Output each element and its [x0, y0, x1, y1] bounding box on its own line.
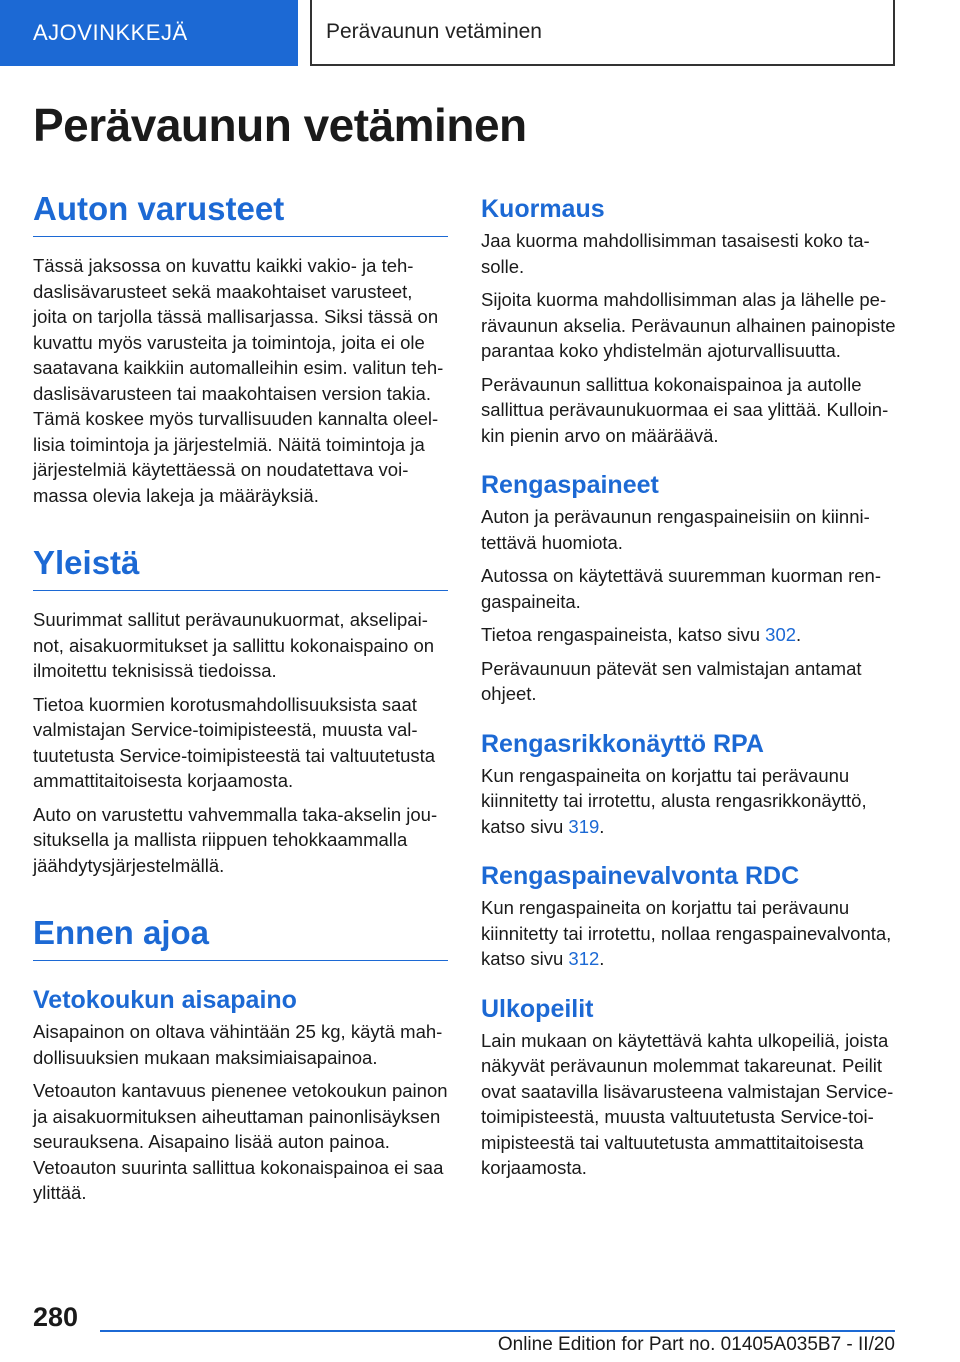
- header-section-tab: AJOVINKKEJÄ: [0, 0, 298, 66]
- section-heading-equipment: Auton varusteet: [33, 190, 448, 237]
- subheading-mirrors: Ulkopeilit: [481, 994, 594, 1023]
- loading-paragraph-1: Jaa kuorma mahdollisimman tasaisesti koko tasolle.: [481, 230, 870, 277]
- subheading-rdc: Rengaspainevalvonta RDC: [481, 862, 800, 890]
- mirrors-paragraph: Lain mukaan on käytettävä kahta ulkopeiliä, joista näkyvät perävaunun molemmat takareunat. Peilit ovat saatavilla lisävarusteena valmistajan Service-toimipisteestä, muusta valtuutetusta Service-toimipisteestä tai valtuutetusta ammattitaitoisesta korjaamosta.: [481, 1029, 894, 1178]
- general-paragraph-1: Suurimmat sallitut perävaunukuormat, akselipainot, aisakuormitukset ja sallittu kokonaispaino on ilmoitettu teknisissä tiedoissa.: [33, 609, 435, 681]
- right-column: [481, 190, 896, 1181]
- subheading-tire-pressure: Rengaspaineet: [481, 471, 659, 499]
- tire-paragraph-3: Tietoa rengaspaineista, katso sivu 302.: [481, 624, 802, 645]
- tire-paragraph-4: Perävaunuun pätevät sen valmistajan antamat ohjeet.: [481, 657, 862, 704]
- subheading-rpa: Rengasrikkonäyttö RPA: [481, 729, 764, 758]
- subheading-hitch-load: Vetokoukun aisapaino: [33, 986, 297, 1014]
- footer-rule: [100, 1330, 895, 1332]
- loading-paragraph-2: Sijoita kuorma mahdollisimman alas ja lähelle perävaunun akselia. Perävaunun alhainen painopiste parantaa koko yhdistelmän ajoturvallisuutta.: [481, 289, 896, 361]
- hitch-paragraph-2: Vetoauton kantavuus pienenee vetokoukun painon ja aisakuormituksen aiheuttaman painonlisäyksen seurauksena. Aisapaino lisää auton painoa. Vetoauton suurinta sallittua kokonaispainoa ei saa ylittää.: [33, 1080, 448, 1203]
- section-heading-general: Yleistä: [33, 544, 448, 591]
- equipment-paragraph: Tässä jaksossa on kuvattu kaikki vakio- ja tehdaslisävarusteet sekä maakohtaiset varusteet, joita on tarjolla tässä mallisarjassa. Siksi tässä on kuvattu myös varusteita ja toimintoja, joita ei ole saatavana kaikkiin automalleihin esim. valitun tehdaslisävarusteen tai maakohtaisen version takia. Tämä koskee myös turvallisuuden kannalta oleellisia toimintoja ja järjestelmiä. Näitä toimintoja ja järjestelmiä käytettäessä on noudatettava voimassa olevia lakeja ja määräyksiä.: [33, 255, 444, 506]
- page-link-312[interactable]: 312: [568, 948, 600, 969]
- page-title: Perävaunun vetäminen: [33, 99, 527, 151]
- hitch-paragraph-1: Aisapainon on oltava vähintään 25 kg, käytä mahdollisuuksien mukaan maksimiaisapainoa.: [33, 1021, 443, 1068]
- page-number: 280: [33, 1302, 79, 1332]
- footer-edition-text: Online Edition for Part no. 01405A035B7 - II/20: [497, 1334, 895, 1355]
- general-paragraph-2: Tietoa kuormien korotusmahdollisuuksista saat valmistajan Service-toimipisteestä, muusta valtuutetusta Service-toimipisteestä tai valtuutetusta ammattitaitoisesta korjaamosta.: [33, 693, 436, 791]
- general-paragraph-3: Auto on varustettu vahvemmalla taka-akselin jousituksella ja mallista riippuen tehokkaammalla jäähdytysjärjestelmällä.: [33, 803, 438, 876]
- subheading-loading: Kuormaus: [481, 195, 605, 223]
- left-column: [33, 190, 448, 1206]
- tire-paragraph-1: Auton ja perävaunun rengaspaineisiin on kiinnitettävä huomiota.: [481, 506, 870, 553]
- header-chapter-title: Perävaunun vetäminen: [312, 0, 895, 66]
- section-heading-before-driving: Ennen ajoa: [33, 914, 448, 961]
- rdc-paragraph: Kun rengaspaineita on korjattu tai perävaunu kiinnitetty tai irrotettu, nollaa rengaspainevalvonta, katso sivu 312.: [481, 897, 892, 969]
- rpa-paragraph: Kun rengaspaineita on korjattu tai perävaunu kiinnitetty tai irrotettu, alusta rengasrikkonäyttö, katso sivu 319.: [481, 764, 867, 837]
- tire-paragraph-2: Autossa on käytettävä suuremman kuorman rengaspaineita.: [481, 565, 882, 612]
- page-link-302[interactable]: 302: [765, 624, 797, 645]
- loading-paragraph-3: Perävaunun sallittua kokonaispainoa ja autolle sallittua perävaunukuormaa ei saa ylittää. Kulloinkin pienin arvo on määräävä.: [481, 373, 889, 446]
- page-link-319[interactable]: 319: [568, 815, 600, 837]
